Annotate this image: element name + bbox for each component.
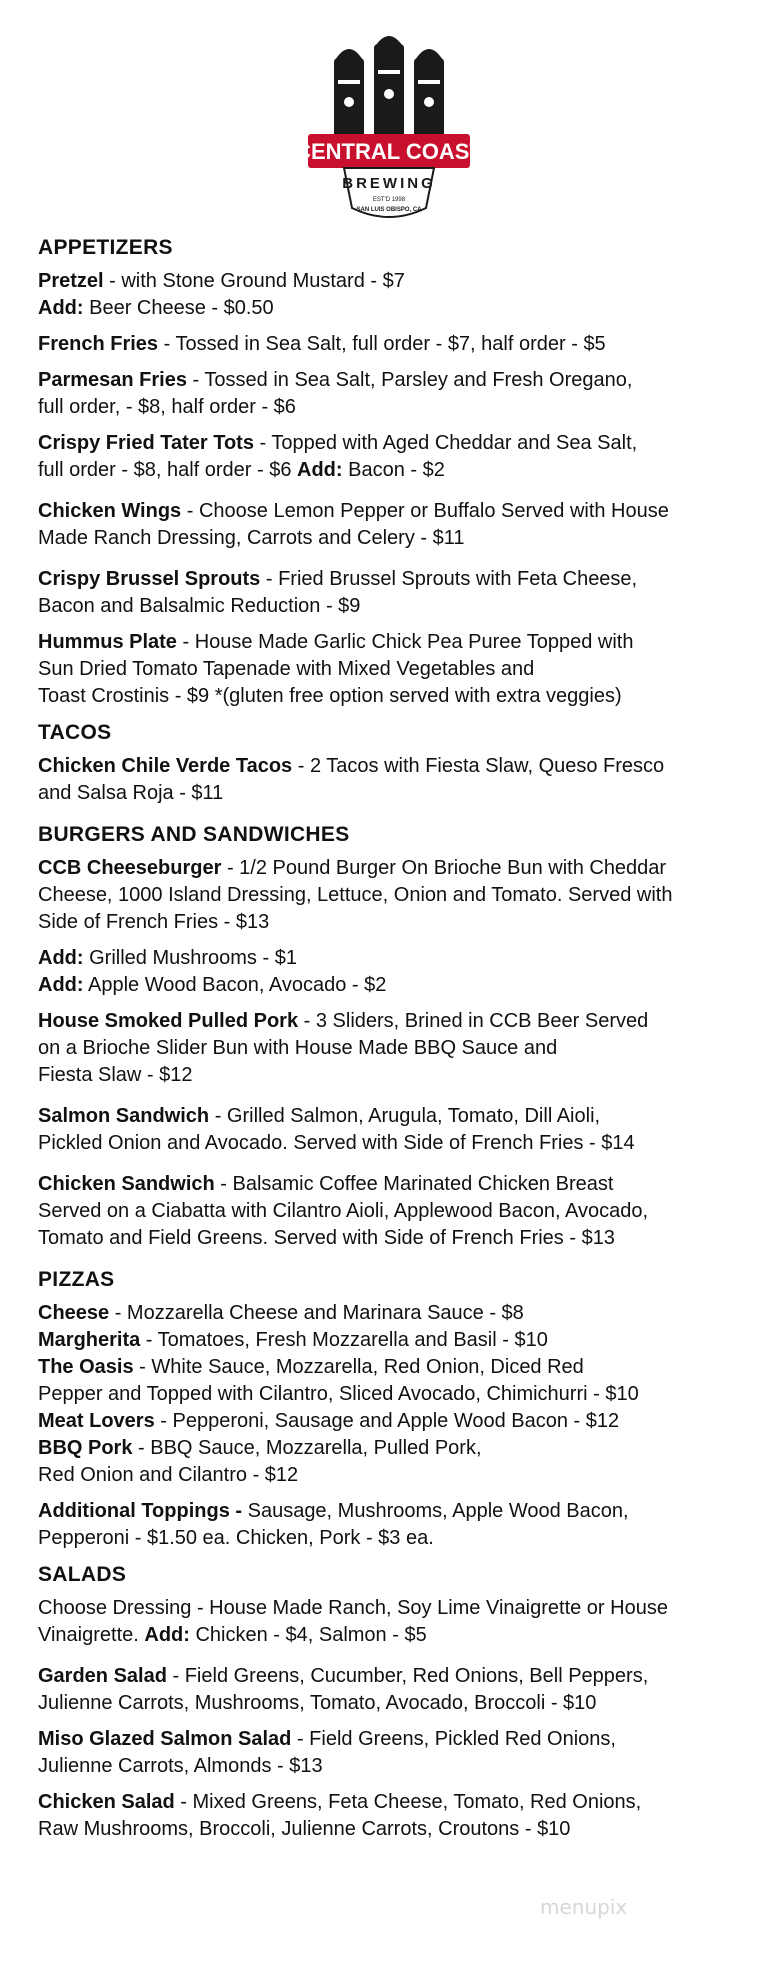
item-name: Salmon Sandwich (38, 1105, 210, 1127)
item-name: Margherita (38, 1329, 141, 1351)
item-name: Chicken Sandwich (38, 1173, 215, 1195)
item-desc: Red Onion and Cilantro - $12 (38, 1464, 299, 1486)
section-title-pizzas: PIZZAS (38, 1268, 115, 1291)
item-desc: - Grilled Salmon, Arugula, Tomato, Dill Aioli, (209, 1105, 601, 1127)
item-desc: - 2 Tacos with Fiesta Slaw, Queso Fresco (292, 755, 665, 777)
add-label: Add: (144, 1624, 190, 1646)
item-desc: - BBQ Sauce, Mozzarella, Pulled Pork, (132, 1437, 482, 1459)
item-desc: - House Made Garlic Chick Pea Puree Topped with (176, 631, 634, 653)
menu-item-salmon-sandwich (38, 1103, 758, 1157)
menu-item-dressing (38, 1595, 758, 1649)
add-label: Add: (38, 947, 84, 969)
item-desc: Raw Mushrooms, Broccoli, Julienne Carrots, Croutons - $10 (38, 1818, 571, 1840)
item-desc: Side of French Fries - $13 (38, 911, 270, 933)
item-desc: - Balsamic Coffee Marinated Chicken Breast (214, 1173, 614, 1195)
item-desc: Toast Crostinis - $9 *(gluten free option served with extra veggies) (38, 685, 622, 707)
menu-item-parmesan-fries (38, 367, 758, 421)
logo-place: SAN LUIS OBISPO, CA (356, 207, 422, 213)
menu-item-pretzel (38, 268, 758, 322)
menu-item-chicken-sandwich (38, 1171, 758, 1252)
item-desc: and Salsa Roja - $11 (38, 782, 224, 804)
item-name: Garden Salad (38, 1665, 167, 1687)
menu-item-tater-tots (38, 430, 758, 484)
add-text: Chicken - $4, Salmon - $5 (189, 1624, 427, 1646)
item-desc: Pickled Onion and Avocado. Served with Side of French Fries - $14 (38, 1132, 635, 1154)
section-title-burgers: BURGERS AND SANDWICHES (38, 823, 350, 846)
item-name: Meat Lovers (38, 1410, 155, 1432)
item-desc: - Pepperoni, Sausage and Apple Wood Bacon - $12 (154, 1410, 620, 1432)
add-text: Grilled Mushrooms - $1 (83, 947, 297, 969)
menu-item-pizzas-list (38, 1300, 758, 1489)
item-desc: Sun Dried Tomato Tapenade with Mixed Vegetables and (38, 658, 535, 680)
item-desc: Served on a Ciabatta with Cilantro Aioli, Applewood Bacon, Avocado, (38, 1200, 649, 1222)
menu-item-pulled-pork (38, 1008, 758, 1089)
item-desc: Vinaigrette. (38, 1624, 145, 1646)
item-desc: Bacon and Balsalmic Reduction - $9 (38, 595, 361, 617)
add-text: Beer Cheese - $0.50 (83, 297, 274, 319)
section-title-appetizers: APPETIZERS (38, 236, 173, 259)
brewery-logo (304, 30, 474, 230)
item-name: The Oasis (38, 1356, 134, 1378)
menu-item-miso-salmon-salad (38, 1726, 758, 1780)
item-desc: - Tossed in Sea Salt, Parsley and Fresh Oregano, (186, 369, 633, 391)
item-desc: - 1/2 Pound Burger On Brioche Bun with Cheddar (221, 857, 667, 879)
menu-item-chile-verde-tacos (38, 753, 758, 807)
item-desc: on a Brioche Slider Bun with House Made BBQ Sauce and (38, 1037, 558, 1059)
item-name: Additional Toppings - (38, 1500, 243, 1522)
item-name: Parmesan Fries (38, 369, 187, 391)
item-desc: Tomato and Field Greens. Served with Side of French Fries - $13 (38, 1227, 615, 1249)
item-desc: - Topped with Aged Cheddar and Sea Salt, (253, 432, 638, 454)
add-label: Add: (38, 297, 84, 319)
item-desc: Pepperoni - $1.50 ea. Chicken, Pork - $3 ea. (38, 1527, 434, 1549)
menu-body (38, 234, 758, 1852)
item-name: Crispy Fried Tater Tots (38, 432, 254, 454)
menu-item-ccb-cheeseburger (38, 855, 758, 936)
item-desc: - Fried Brussel Sprouts with Feta Cheese, (260, 568, 638, 590)
add-label: Add: (297, 459, 343, 481)
section-title-salads: SALADS (38, 1563, 127, 1586)
item-name: Cheese (38, 1302, 110, 1324)
item-desc: - Mixed Greens, Feta Cheese, Tomato, Red Onions, (174, 1791, 642, 1813)
menu-item-burger-adds (38, 945, 758, 999)
menu-item-garden-salad (38, 1663, 758, 1717)
item-name: Crispy Brussel Sprouts (38, 568, 261, 590)
item-desc: Sausage, Mushrooms, Apple Wood Bacon, (242, 1500, 629, 1522)
item-desc: Pepper and Topped with Cilantro, Sliced Avocado, Chimichurri - $10 (38, 1383, 639, 1405)
item-desc: full order - $8, half order - $6 (38, 459, 298, 481)
item-name: Pretzel (38, 270, 104, 292)
item-desc: Julienne Carrots, Mushrooms, Tomato, Avocado, Broccoli - $10 (38, 1692, 597, 1714)
item-desc: Choose Dressing - House Made Ranch, Soy Lime Vinaigrette or House (38, 1597, 668, 1619)
fermentation-tanks-icon (304, 30, 474, 230)
item-desc: Fiesta Slaw - $12 (38, 1064, 193, 1086)
item-desc: - White Sauce, Mozzarella, Red Onion, Diced Red (133, 1356, 584, 1378)
logo-line2: BREWING (342, 175, 436, 192)
item-desc: - Field Greens, Cucumber, Red Onions, Bell Peppers, (166, 1665, 649, 1687)
item-name: BBQ Pork (38, 1437, 133, 1459)
item-desc: - Choose Lemon Pepper or Buffalo Served with House (181, 500, 669, 522)
watermark: menupix (540, 1895, 628, 1919)
item-desc: Made Ranch Dressing, Carrots and Celery - $11 (38, 527, 465, 549)
menu-item-chicken-salad (38, 1789, 758, 1843)
item-name: Miso Glazed Salmon Salad (38, 1728, 292, 1750)
menu-item-chicken-wings (38, 498, 758, 552)
add-text: Bacon - $2 (342, 459, 445, 481)
logo-line1: CENTRAL COAST (304, 139, 474, 164)
item-desc: Cheese, 1000 Island Dressing, Lettuce, Onion and Tomato. Served with (38, 884, 673, 906)
item-desc: full order, - $8, half order - $6 (38, 396, 296, 418)
item-name: Chicken Wings (38, 500, 182, 522)
menu-item-french-fries (38, 331, 758, 358)
item-desc: Julienne Carrots, Almonds - $13 (38, 1755, 323, 1777)
item-desc: - Tomatoes, Fresh Mozzarella and Basil - $10 (140, 1329, 548, 1351)
logo-est: EST'D 1998 (372, 197, 406, 203)
item-name: CCB Cheeseburger (38, 857, 222, 879)
item-name: House Smoked Pulled Pork (38, 1010, 299, 1032)
item-name: Chicken Chile Verde Tacos (38, 755, 293, 777)
menu-item-additional-toppings (38, 1498, 758, 1552)
section-title-tacos: TACOS (38, 721, 112, 744)
item-name: Chicken Salad (38, 1791, 175, 1813)
item-desc: - Field Greens, Pickled Red Onions, (291, 1728, 616, 1750)
add-text: Apple Wood Bacon, Avocado - $2 (83, 974, 387, 996)
item-desc: - with Stone Ground Mustard - $7 (103, 270, 405, 292)
item-desc: - 3 Sliders, Brined in CCB Beer Served (298, 1010, 649, 1032)
item-desc: - Mozzarella Cheese and Marinara Sauce - $8 (109, 1302, 524, 1324)
add-label: Add: (38, 974, 84, 996)
item-name: Hummus Plate (38, 631, 177, 653)
menu-item-hummus-plate (38, 629, 758, 710)
item-desc: - Tossed in Sea Salt, full order - $7, half order - $5 (158, 333, 606, 355)
menu-item-brussel-sprouts (38, 566, 758, 620)
item-name: French Fries (38, 333, 159, 355)
